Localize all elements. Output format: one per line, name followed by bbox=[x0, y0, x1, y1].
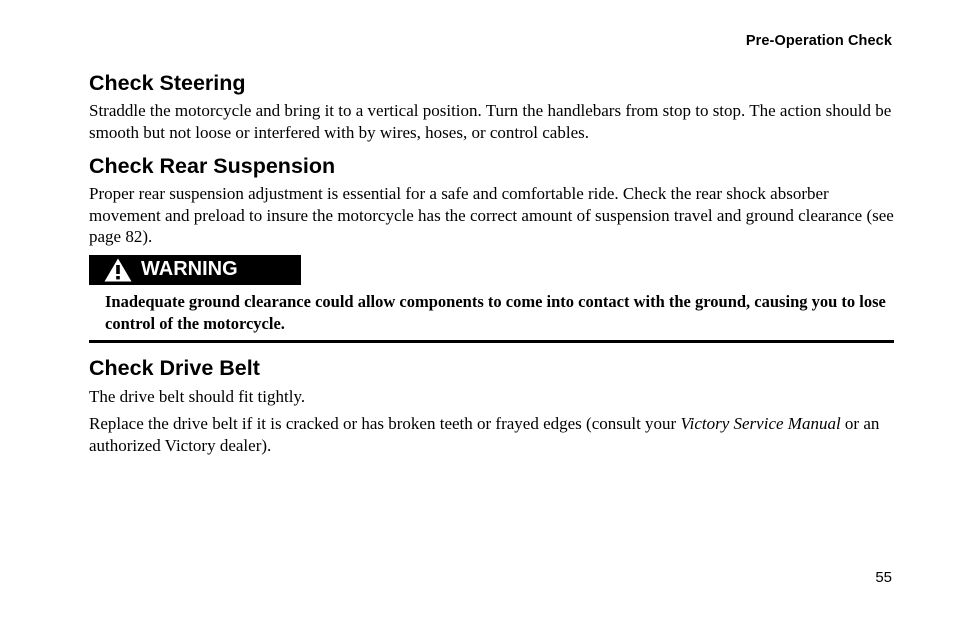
paragraph-steering: Straddle the motorcycle and bring it to a vertical position. Turn the handlebars from stop to stop. The action should be smooth but not loose or interfered with by wires, hoses, or control cables. bbox=[89, 101, 892, 142]
paragraph-drive-belt-replace bbox=[89, 413, 895, 456]
drive-belt-text-before: Replace the drive belt if it is cracked or has broken teeth or frayed edges (consult your bbox=[89, 414, 681, 433]
warning-label-text: WARNING bbox=[141, 258, 238, 280]
paragraph-drive-belt-fit: The drive belt should fit tightly. bbox=[89, 386, 306, 406]
page-number: 55 bbox=[875, 569, 892, 586]
heading-check-drive-belt: Check Drive Belt bbox=[89, 355, 260, 380]
paragraph-rear-suspension: Proper rear suspension adjustment is essential for a safe and comfortable ride. Check the rear shock absorber movement and preload to insure the motorcycle has the correct amount of suspension travel and ground clearance (see page 82). bbox=[89, 184, 894, 246]
running-header: Pre-Operation Check bbox=[745, 33, 892, 49]
warning-label bbox=[89, 255, 301, 285]
page-content bbox=[89, 70, 895, 456]
warning-triangle-icon bbox=[103, 257, 133, 283]
warning-divider bbox=[89, 340, 894, 343]
warning-message: Inadequate ground clearance could allow components to come into contact with the ground, causing you to lose control of the motorcycle. bbox=[105, 291, 886, 333]
drive-belt-text-after: or an authorized Victory dealer). bbox=[89, 414, 880, 455]
heading-check-rear-suspension: Check Rear Suspension bbox=[89, 154, 336, 178]
service-manual-title: Victory Service Manual bbox=[680, 414, 841, 433]
heading-check-steering: Check Steering bbox=[89, 71, 246, 95]
